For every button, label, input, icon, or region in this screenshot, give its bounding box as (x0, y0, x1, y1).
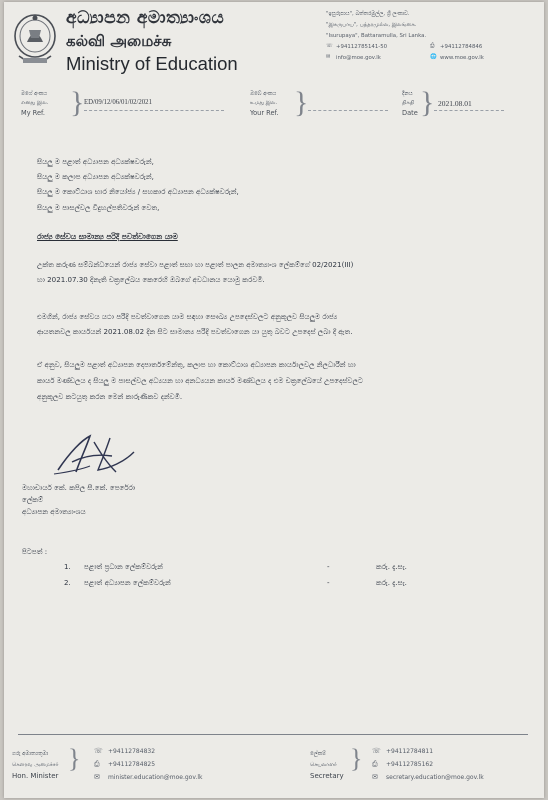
signatory-title: ලේකම් (22, 495, 44, 504)
header-fax: +94112784846 (440, 44, 483, 50)
address-line-1: "ඉසුරුපාය", බත්තරමුල්ල, ශ්‍රී ලංකාව. (326, 11, 410, 17)
phone-icon: ☏ (326, 43, 333, 49)
addressee-line: සියලු ම කොට්ඨාශ භාර නියෝජ්‍ය / සහකාර අධ්‍යාපන අධ්‍යක්ෂවරුන්, (37, 187, 239, 196)
paragraph-line: හා 2021.07.30 දිනැති චක්‍රලේඛය කෙරෙහි ඔබගේ අවධානය යොමු කරවමි. (37, 275, 265, 284)
my-ref-dotline (84, 110, 224, 111)
your-ref-dotline (308, 110, 388, 111)
fax-icon: ⎙ (430, 43, 435, 49)
footer-secretary-phone: +94112784811 (386, 748, 434, 755)
footer-minister-fax: +94112784825 (108, 761, 156, 768)
my-ref-value: ED/09/12/06/01/02/2021 (84, 99, 152, 106)
copy-dash: - (327, 578, 330, 587)
sri-lanka-emblem-icon (13, 12, 57, 68)
footer-secretary-ta: செயலாளர் (310, 762, 337, 768)
globe-icon: 🌐 (430, 54, 437, 60)
date-value: 2021.08.01 (438, 99, 472, 108)
footer-minister-email: minister.education@moe.gov.lk (108, 774, 203, 781)
date-brace: } (420, 86, 435, 119)
your-ref-label-ta: உமது இல. (250, 100, 278, 106)
your-ref-brace: } (294, 86, 309, 119)
email-icon: ✉ (94, 773, 100, 781)
footer-minister-brace: } (68, 744, 81, 773)
email-icon: ✉ (326, 54, 331, 60)
email-icon: ✉ (372, 773, 378, 781)
header-email: info@moe.gov.lk (336, 55, 381, 61)
paragraph-line: ඒ අනුව, සියලුම පළාත් අධ්‍යාපන දෙපාර්තමේන්තු, කලාප හා කොට්ඨාශ අධ්‍යාපන කාර්යාලවල නිලධාරීන් හා (37, 360, 356, 369)
footer-minister-si: ගරු අමාත්‍යතුමා (12, 751, 49, 757)
my-ref-label-ta: எனது இல. (21, 100, 49, 106)
footer-minister-ta: கௌரவ அமைச்சர் (12, 762, 59, 768)
footer-divider (18, 734, 528, 735)
footer-minister-en: Hon. Minister (12, 772, 59, 780)
footer-secretary-brace: } (350, 744, 363, 773)
my-ref-label-si: මගේ අංකය (21, 91, 48, 97)
copy-dash: - (327, 562, 330, 571)
paragraph-line: කාර්ය මණ්ඩලය ද සියලු ම පාසල්වල අධ්‍යයන හා අනධ්‍යයන කාර්ය මණ්ඩලය ද එම චක්‍රලේඛයේ උපදෙස්වලට (37, 376, 363, 385)
paragraph-line: අනුකූලව කටයුතු කරන මෙන් කාරුණිකව දන්වමි. (37, 392, 183, 401)
copies-heading: පිටපත් : (22, 547, 48, 556)
your-ref-label-en: Your Ref. (250, 109, 279, 117)
fax-icon: ⎙ (372, 760, 378, 768)
ministry-name-english: Ministry of Education (66, 53, 238, 74)
letter-page (4, 2, 544, 798)
your-ref-label-si: ඔබේ අංකය (250, 91, 277, 97)
ministry-name-sinhala: අධ්‍යාපන අමාත්‍යාංශය (66, 8, 225, 28)
date-label-en: Date (402, 109, 418, 117)
address-line-3: "Isurupaya", Battaramulla, Sri Lanka. (326, 33, 427, 39)
address-line-2: "இசுருபாய", பத்தரமுல்ல, இலங்கை. (326, 22, 417, 28)
date-label-ta: திகதி (402, 100, 415, 106)
paragraph-line: ආයතනවල කාර්යයන් 2021.08.02 දින සිට සාමාන්‍ය පරිදි පවත්වාගෙන යා යුතු බවට උපදෙස් ලබා දී ඇත. (37, 327, 353, 336)
signature (50, 432, 140, 478)
phone-icon: ☏ (372, 747, 381, 755)
fax-icon: ⎙ (94, 760, 100, 768)
paragraph-line: එමගින්, රාජ්‍ය සේවය යථා පරිදි පවත්වාගෙන යාම සඳහා සෞඛ්‍ය උපදෙස්වලට අනුකූලව සියලුම රාජ්‍ය (37, 312, 338, 321)
footer-secretary-fax: +94112785162 (386, 761, 434, 768)
ministry-name-tamil: கல்வி அமைச்சு (66, 32, 172, 50)
addressee-line: සියලු ම පාසල්වල විදුහල්පතිවරුන් වෙත, (37, 203, 160, 212)
footer-secretary-en: Secretary (310, 772, 344, 780)
date-label-si: දිනය (402, 91, 413, 97)
signatory-office: අධ්‍යාපන අමාත්‍යාංශය (22, 507, 86, 516)
addressee-line: සියලු ම කලාප අධ්‍යාපන අධ්‍යක්ෂවරුන්, (37, 172, 154, 181)
footer-minister-phone: +94112784832 (108, 748, 156, 755)
copy-recipient: පළාත් අධ්‍යාපන ලේකම්වරුන් (84, 578, 171, 587)
copy-recipient: පළාත් ප්‍රධාන ලේකම්වරුන් (84, 562, 163, 571)
copy-number: 2. (64, 578, 71, 587)
subject-heading: රාජ්‍ය සේවය සාමාන්‍ය පරිදි පවත්වාගෙන යාම (37, 232, 178, 241)
header-web: www.moe.gov.lk (440, 55, 484, 61)
my-ref-brace: } (70, 86, 85, 119)
footer-secretary-si: ලේකම් (310, 751, 327, 757)
my-ref-label-en: My Ref. (21, 109, 45, 117)
copy-action: කරු. දැ.සැ. (376, 578, 407, 587)
copy-action: කරු. දැ.සැ. (376, 562, 407, 571)
header-phone: +94112785141-50 (336, 44, 388, 50)
phone-icon: ☏ (94, 747, 103, 755)
footer-secretary-email: secretary.education@moe.gov.lk (386, 774, 484, 781)
copy-number: 1. (64, 562, 71, 571)
addressee-line: සියලු ම පළාත් අධ්‍යාපන අධ්‍යක්ෂවරුන්, (37, 157, 154, 166)
date-dotline (434, 110, 504, 111)
signatory-name: මහාචාර්ය කේ. කපිල සී.කේ. පෙරේරා (22, 483, 136, 492)
paragraph-line: උක්ත කරුණ සම්බන්ධයෙන් රාජ්‍ය සේවා පළාත් සභා හා පළාත් පාලන අමාත්‍යාංශ ලේකම්ගේ 02/2021(III) (37, 260, 354, 269)
